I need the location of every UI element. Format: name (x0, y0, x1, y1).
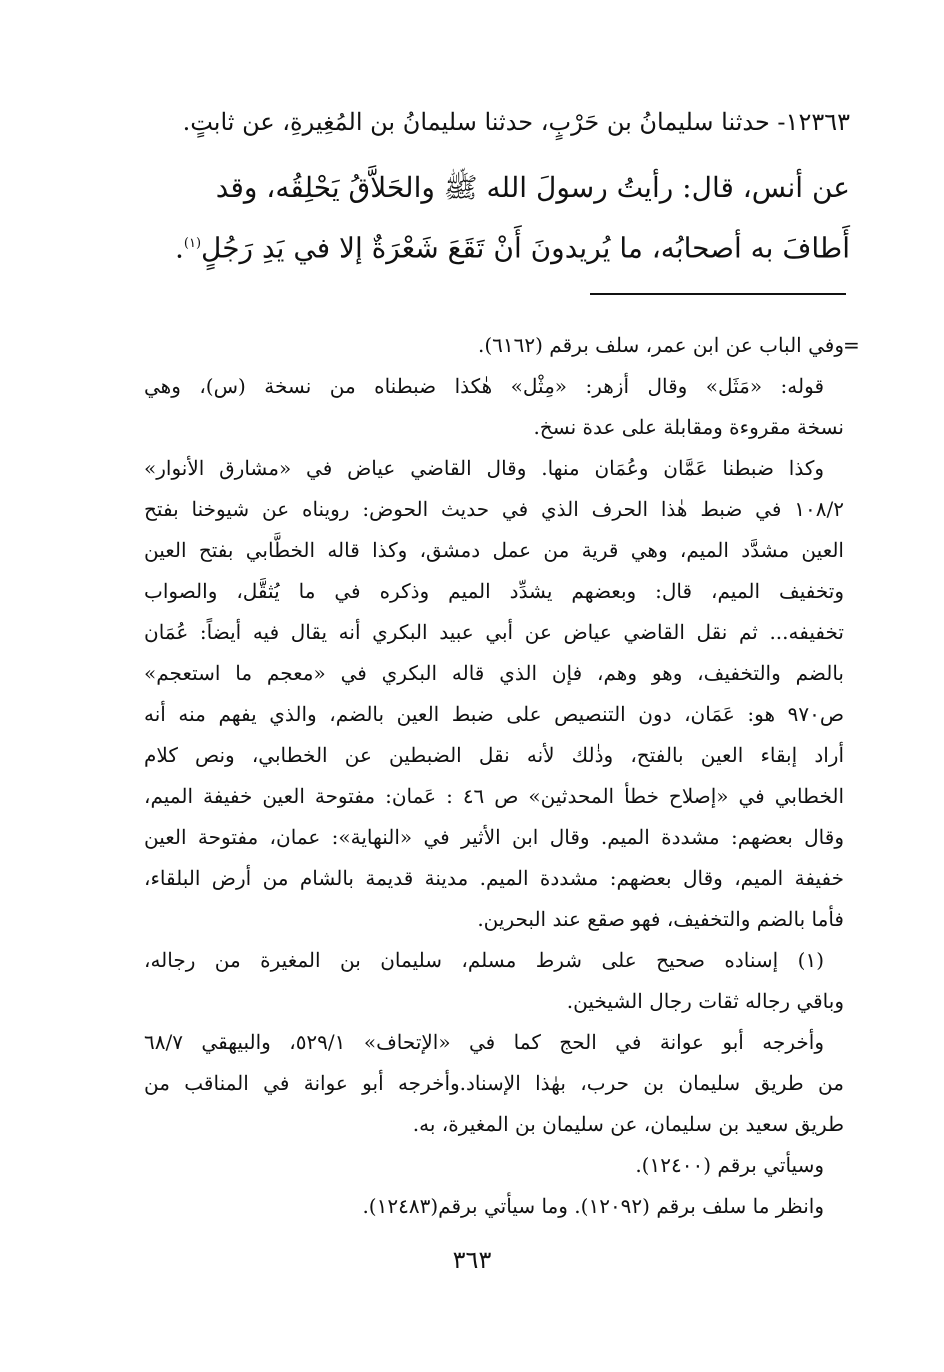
hadith-isnad-line: ١٢٣٦٣- حدثنا سليمانُ بن حَرْبٍ، حدثنا سليمانُ بن المُغِيرةِ، عن ثابتٍ. (182, 108, 850, 136)
hadith-text-line: عن أنس، قال: رأيتُ رسولَ الله ﷺ والحَلاَّقُ يَحْلِقُه، وقد (215, 171, 850, 204)
footnote-reference: (١) (183, 236, 202, 251)
footnote-line: ص٩٧٠ هو: عَمَان، دون التنصيص على ضبط العين بالضم، والذي يفهم منه أنه (144, 702, 844, 726)
footnote-line: وقال بعضهم: مشددة الميم. وقال ابن الأثير في «النهاية»: عمان، مفتوحة العين (144, 825, 844, 849)
footnote-line: أراد إبقاء العين بالفتح، وذٰلك لأنه نقل الضبطين عن الخطابي، ونص كلام (144, 743, 844, 767)
footnote-separator (590, 293, 846, 295)
footnote-line: تخفيفه... ثم نقل القاضي عياض عن أبي عبيد البكري أنه يقال فيه أيضاً: عُمَان (144, 620, 844, 644)
footnote-line: وفي الباب عن ابن عمر، سلف برقم (٦١٦٢). (478, 333, 844, 357)
footnote-line: الخطابي في «إصلاح خطأ المحدثين» ص ٤٦ : عَمان: مفتوحة العين خفيفة الميم، (144, 784, 844, 808)
footnote-line: خفيفة الميم، وقال بعضهم: مشددة الميم. مدينة قديمة بالشام من أرض البلقاء، (144, 866, 844, 890)
footnote-line: طريق سعيد بن سليمان، عن سليمان بن المغيرة، به. (412, 1112, 844, 1136)
page-number: ٣٦٣ (452, 1246, 492, 1274)
footnote-line: بالضم والتخفيف، وهو وهم، فإن الذي قاله البكري في «معجم ما استعجم» (144, 661, 844, 685)
footnote-line: وانظر ما سلف برقم (١٢٠٩٢). وما سيأتي برقم(١٢٤٨٣). (362, 1194, 824, 1218)
hadith-text-segment: أَطافَ به أصحابُه، ما يُريدونَ أَنْ تَقَعَ شَعْرَةٌ إلا في يَدِ رَجُلٍ (201, 231, 850, 265)
footnote-line: وباقي رجاله ثقات رجال الشيخين. (566, 989, 844, 1013)
footnote-1: (١) إسناده صحيح على شرط مسلم، سليمان بن المغيرة من رجاله، (144, 948, 824, 972)
continuation-marker: = (843, 333, 860, 357)
footnote-line: قوله: «مَثَل» وقال أزهر: «مِثْل» هٰكذا ضبطناه من نسخة (س)، وهي (144, 374, 824, 398)
footnote-line: نسخة مقروءة ومقابلة على عدة نسخ. (533, 415, 844, 439)
footnote-line: وكذا ضبطنا عَمَّان وعُمَان منها. وقال القاضي عياض في «مشارق الأنوار» (144, 456, 824, 480)
footnote-line: وأخرجه أبو عوانة في الحج كما في «الإتحاف» ٥٢٩/١، والبيهقي ٦٨/٧ (144, 1030, 824, 1054)
hadith-text-line: أَطافَ به أصحابُه، ما يُريدونَ أَنْ تَقَعَ شَعْرَةٌ إلا في يَدِ رَجُلٍ$^{(١)}$. (174, 231, 850, 265)
footnote-line: فأما بالضم والتخفيف، فهو صقع عند البحرين. (477, 907, 844, 931)
footnote-line: وتخفيف الميم، قال: وبعضهم يشدِّد الميم وذكره في ما يُثقَّل، والصواب (144, 579, 844, 603)
footnote-line: العين مشدَّد الميم، وهي قرية من عمل دمشق، وكذا قاله الخطَّابي بفتح العين (144, 538, 844, 562)
footnote-line: من طريق سليمان بن حرب، بهٰذا الإسناد.وأخرجه أبو عوانة في المناقب من (144, 1071, 844, 1095)
footnote-line: ١٠٨/٢ في ضبط هٰذا الحرف الذي في حديث الحوض: رويناه عن شيوخنا بفتح (144, 497, 844, 521)
footnote-line: وسيأتي برقم (١٢٤٠٠). (635, 1153, 824, 1177)
